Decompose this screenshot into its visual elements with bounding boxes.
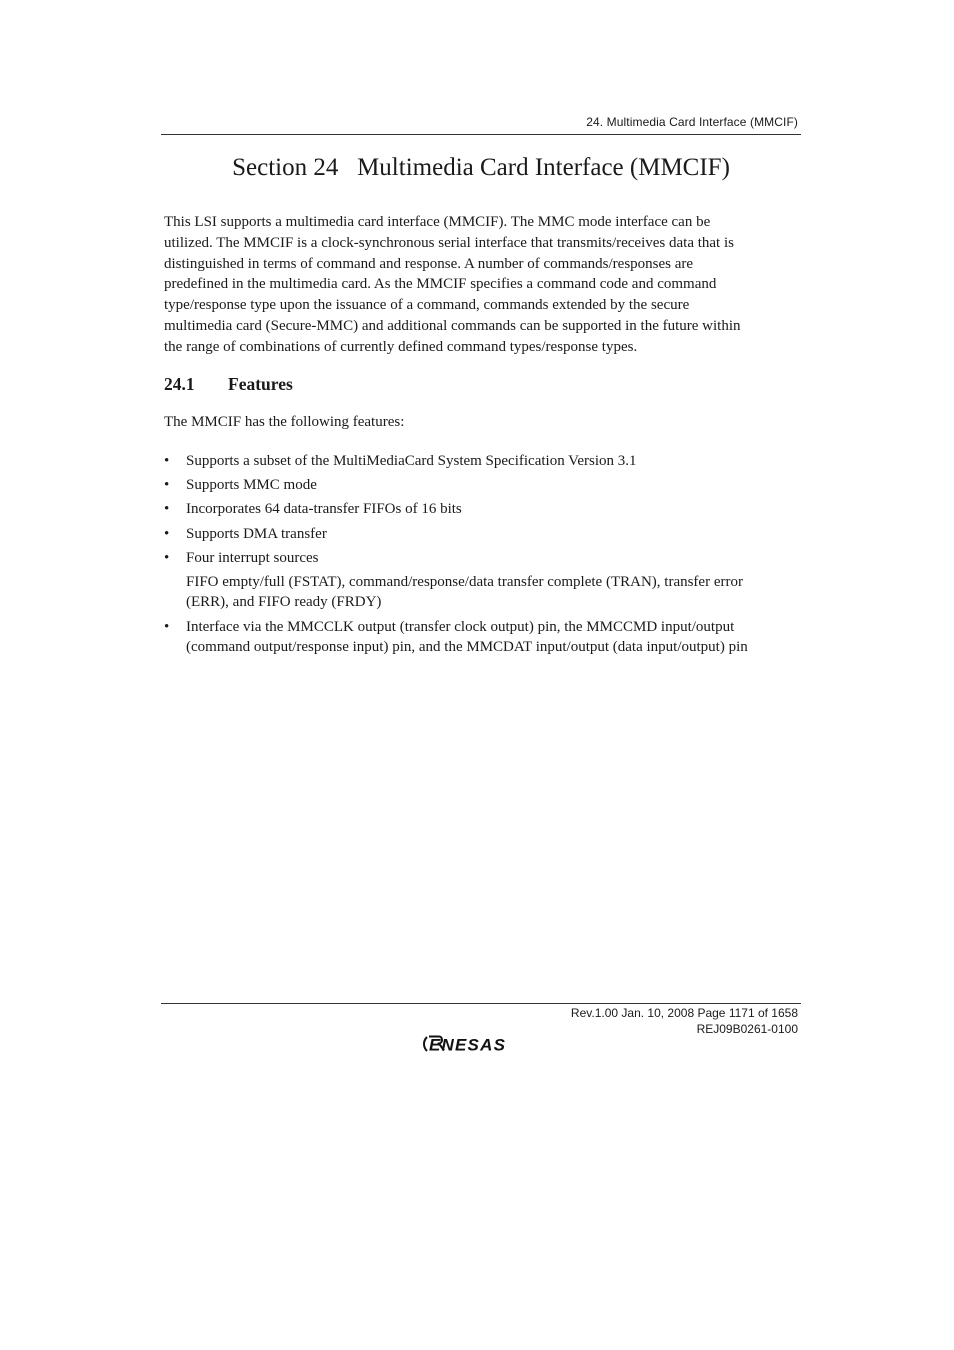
- intro-line: the range of combinations of currently defined command types/response types.: [164, 338, 638, 355]
- revision-line: Rev.1.00 Jan. 10, 2008 Page 1171 of 1658: [570, 1006, 798, 1020]
- bullet-icon: •: [164, 525, 170, 542]
- feature-detail: [186, 572, 804, 614]
- feature-detail-line: (ERR), and FIFO ready (FRDY): [186, 594, 382, 611]
- feature-detail-line: FIFO empty/full (FSTAT), command/response/data transfer complete (TRAN), transfer error: [186, 573, 743, 590]
- subsection-heading: [164, 374, 293, 395]
- bullet-icon: •: [164, 549, 170, 566]
- renesas-logo: [421, 1033, 541, 1055]
- feature-text: Supports DMA transfer: [186, 525, 327, 542]
- feature-text: Four interrupt sources: [186, 549, 319, 566]
- intro-line: type/response type upon the issuance of a command, commands extended by the secure: [164, 297, 690, 314]
- footer-rule: [161, 1003, 801, 1004]
- list-item: [164, 524, 804, 545]
- intro-line: predefined in the multimedia card. As the MMCIF specifies a command code and command: [164, 276, 717, 293]
- intro-line: distinguished in terms of command and response. A number of commands/responses are: [164, 255, 694, 272]
- list-item: [164, 475, 804, 496]
- feature-text: (command output/response input) pin, and the MMCDAT input/output (data input/output) pin: [186, 639, 748, 656]
- list-item: [164, 548, 804, 613]
- features-lead: The MMCIF has the following features:: [164, 414, 405, 430]
- subsection-number: 24.1: [164, 374, 195, 394]
- footer-meta: [571, 1006, 798, 1037]
- bullet-icon: •: [164, 453, 170, 469]
- list-item: [164, 451, 804, 472]
- bullet-icon: •: [164, 501, 170, 518]
- list-item: [164, 617, 804, 659]
- document-code: REJ09B0261-0100: [696, 1021, 798, 1036]
- header-rule: [161, 134, 801, 135]
- list-item: [164, 499, 804, 520]
- running-header: 24. Multimedia Card Interface (MMCIF): [586, 115, 798, 129]
- features-list: [164, 451, 804, 662]
- feature-text: Interface via the MMCCLK output (transfer clock output) pin, the MMCCMD input/output: [186, 618, 735, 635]
- feature-text: Supports a subset of the MultiMediaCard System Specification Version 3.1: [186, 453, 637, 469]
- feature-text: Incorporates 64 data-transfer FIFOs of 16 bits: [186, 501, 462, 518]
- svg-text:ENESAS: ENESAS: [429, 1035, 507, 1055]
- intro-line: utilized. The MMCIF is a clock-synchronous serial interface that transmits/receives data that is: [164, 234, 734, 251]
- bullet-icon: •: [164, 618, 170, 635]
- subsection-title: Features: [228, 374, 293, 394]
- section-title: Section 24 Multimedia Card Interface (MMCIF): [232, 154, 730, 181]
- feature-text: Supports MMC mode: [186, 477, 317, 494]
- intro-line: multimedia card (Secure-MMC) and additional commands can be supported in the future within: [164, 317, 741, 334]
- intro-line: This LSI supports a multimedia card interface (MMCIF). The MMC mode interface can be: [164, 214, 711, 230]
- intro-paragraph: [164, 212, 794, 358]
- bullet-icon: •: [164, 477, 170, 494]
